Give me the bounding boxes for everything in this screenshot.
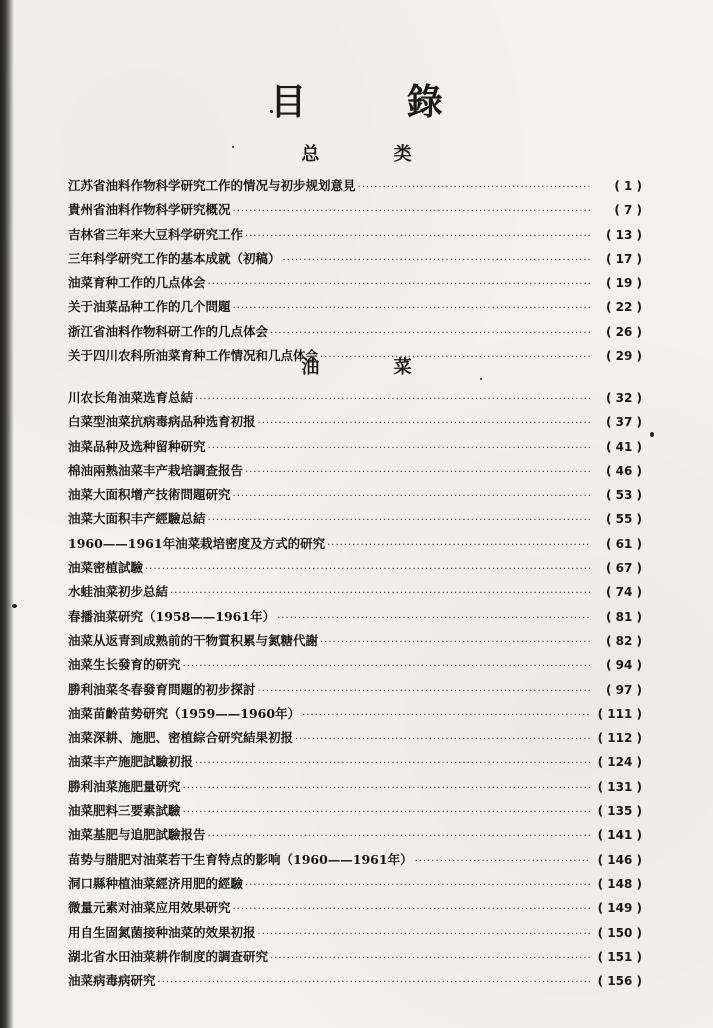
- toc-entry-page: ( 55 ): [605, 512, 642, 527]
- toc-leader-dots: [270, 322, 590, 346]
- toc-entry-title: 油菜大面积丰产經驗总結: [68, 511, 206, 527]
- section-heading-rapeseed: 油 菜: [301, 357, 446, 378]
- toc-entry[interactable]: [68, 580, 642, 604]
- toc-entry-title: 油菜品种及选种留种研究: [68, 438, 206, 454]
- toc-entry-title: 洞口縣种植油菜經济用肥的經驗: [68, 875, 244, 891]
- toc-entry[interactable]: [68, 653, 642, 677]
- toc-entry-title: 关于油菜品种工作的几个問題: [68, 299, 231, 315]
- toc-leader-dots: [195, 752, 590, 776]
- toc-leader-dots: [145, 558, 590, 582]
- toc-entry-title: 川农长角油菜选育总結: [68, 390, 194, 405]
- toc-leader-dots: [183, 801, 590, 825]
- toc-entry-page: ( 19 ): [605, 276, 642, 291]
- toc-leader-dots: [258, 680, 590, 704]
- toc-leader-dots: [208, 273, 590, 297]
- toc-entry-title: 微量元素对油菜应用效果研究: [68, 900, 231, 916]
- toc-entry[interactable]: [68, 848, 642, 872]
- toc-entry-page: ( 148 ): [597, 876, 642, 891]
- toc-entry-page: ( 7 ): [614, 203, 642, 218]
- toc-entry-title: 油菜生长發育的研究: [68, 657, 181, 673]
- toc-entry-title: 用自生固氮菌接种油菜的效果初报: [68, 924, 256, 940]
- toc-leader-dots: [208, 825, 590, 849]
- toc-leader-dots: [158, 971, 590, 995]
- toc-entry-page: ( 112 ): [597, 731, 642, 746]
- toc-entry-title: 勝利油菜施肥量研究: [68, 778, 181, 794]
- toc-entry[interactable]: [68, 198, 642, 222]
- toc-entry-title: 关于四川农科所油菜育种工作情况和几点体会: [68, 348, 319, 364]
- toc-entry-page: ( 82 ): [605, 633, 642, 648]
- toc-leader-dots: [277, 607, 590, 631]
- toc-entry[interactable]: [68, 969, 642, 993]
- toc-entry-title: 油菜深耕、施肥、密植綜合研究結果初报: [68, 730, 294, 746]
- toc-entry-title: 油菜大面积增产技術問題研究: [68, 487, 231, 503]
- toc-leader-dots: [208, 509, 590, 533]
- toc-leader-dots: [233, 898, 590, 922]
- toc-entry-page: ( 13 ): [605, 227, 642, 242]
- toc-entry-title: 油菜丰产施肥試驗初报: [68, 754, 194, 770]
- toc-entry[interactable]: [68, 702, 642, 726]
- toc-leader-dots: [183, 777, 590, 801]
- toc-entry[interactable]: [68, 605, 642, 629]
- toc-entry-page: ( 32 ): [605, 391, 642, 405]
- toc-entry-title: 浙江省油料作物科研工作的几点体会: [68, 323, 269, 339]
- toc-entry-page: ( 111 ): [597, 706, 642, 721]
- toc-entry-page: ( 46 ): [605, 463, 642, 478]
- toc-entry[interactable]: [68, 775, 642, 799]
- toc-entry[interactable]: [68, 532, 642, 556]
- toc-entry[interactable]: [68, 945, 642, 969]
- toc-entry-page: ( 1 ): [614, 179, 642, 193]
- toc-entry-title: 春播油菜研究（1958——1961年）: [68, 608, 276, 624]
- toc-entry-page: ( 67 ): [605, 561, 642, 576]
- toc-entry[interactable]: [68, 629, 642, 653]
- toc-entry-page: ( 53 ): [605, 488, 642, 503]
- toc-entry-page: ( 94 ): [605, 658, 642, 673]
- toc-entry-page: ( 37 ): [605, 415, 642, 430]
- toc-leader-dots: [233, 297, 590, 321]
- toc-entry[interactable]: [68, 483, 642, 507]
- section-heading-general: 总 类: [301, 144, 446, 165]
- toc-entry-title: 苗势与腊肥对油菜若干生育特点的影响（1960——1961年）: [68, 851, 413, 867]
- toc-entry-page: ( 61 ): [605, 536, 642, 551]
- toc-list-rapeseed: [68, 386, 642, 993]
- toc-entry-page: ( 22 ): [605, 300, 642, 315]
- toc-entry[interactable]: [68, 872, 642, 896]
- toc-entry-title: 白菜型油菜抗病毒病品种选育初报: [68, 414, 256, 430]
- toc-entry-page: ( 135 ): [597, 804, 642, 819]
- toc-entry-title: 油菜苗齡苗势研究（1959——1960年）: [68, 705, 301, 721]
- toc-leader-dots: [320, 631, 590, 655]
- toc-entry-page: ( 29 ): [605, 349, 642, 364]
- toc-leader-dots: [327, 534, 590, 558]
- toc-entry-page: ( 81 ): [605, 609, 642, 624]
- toc-entry-page: ( 17 ): [605, 251, 642, 266]
- toc-entry[interactable]: [68, 435, 642, 459]
- scan-speck: [12, 604, 17, 608]
- toc-entry-title: 水蛙油菜初步总結: [68, 584, 169, 600]
- toc-leader-dots: [283, 249, 590, 273]
- toc-entry-page: ( 149 ): [597, 901, 642, 916]
- toc-entry-page: ( 151 ): [597, 949, 642, 964]
- toc-entry[interactable]: [68, 896, 642, 920]
- toc-entry-page: ( 97 ): [605, 682, 642, 697]
- toc-entry-title: 湖北省水田油菜耕作制度的調查研究: [68, 948, 269, 964]
- toc-leader-dots: [245, 461, 590, 485]
- toc-leader-dots: [245, 225, 590, 249]
- toc-leader-dots: [302, 704, 590, 728]
- toc-entry-title: 棉油兩熟油菜丰产栽培調查报告: [68, 462, 244, 478]
- toc-entry[interactable]: [68, 386, 642, 410]
- toc-entry-page: ( 131 ): [597, 779, 642, 794]
- page-title: 目 錄: [270, 82, 487, 123]
- toc-entry-title: 油菜从返青到成熟前的干物質积累与氮糖代謝: [68, 632, 319, 648]
- toc-leader-dots: [295, 728, 590, 752]
- toc-leader-dots: [358, 176, 590, 200]
- toc-entry-page: ( 150 ): [597, 925, 642, 940]
- toc-leader-dots: [415, 850, 590, 874]
- toc-entry-title: 貴州省油料作物科学研究概况: [68, 202, 231, 218]
- toc-entry[interactable]: [68, 410, 642, 434]
- toc-entry[interactable]: [68, 223, 642, 247]
- toc-leader-dots: [245, 874, 590, 898]
- toc-entry[interactable]: [68, 556, 642, 580]
- toc-leader-dots: [233, 200, 590, 224]
- toc-entry-page: ( 26 ): [605, 324, 642, 339]
- toc-entry-page: ( 124 ): [597, 755, 642, 770]
- toc-leader-dots: [233, 485, 590, 509]
- toc-leader-dots: [195, 388, 590, 412]
- toc-entry[interactable]: [68, 459, 642, 483]
- toc-entry[interactable]: [68, 726, 642, 750]
- toc-entry[interactable]: [68, 271, 642, 295]
- toc-entry[interactable]: [68, 320, 642, 344]
- toc-entry-title: 江苏省油料作物科学研究工作的情况与初步规划意見: [68, 178, 356, 193]
- toc-entry[interactable]: [68, 750, 642, 774]
- toc-leader-dots: [270, 947, 590, 971]
- toc-entry[interactable]: [68, 678, 642, 702]
- toc-entry[interactable]: [68, 295, 642, 319]
- toc-leader-dots: [170, 582, 590, 606]
- toc-entry-page: ( 156 ): [597, 974, 642, 989]
- toc-entry[interactable]: [68, 507, 642, 531]
- toc-entry-title: 油菜基肥与追肥試驗报告: [68, 827, 206, 843]
- toc-entry-page: ( 141 ): [597, 828, 642, 843]
- toc-leader-dots: [258, 923, 590, 947]
- toc-entry-page: ( 41 ): [605, 439, 642, 454]
- toc-entry[interactable]: [68, 174, 642, 198]
- toc-entry-title: 1960——1961年油菜栽培密度及方式的研究: [68, 535, 326, 551]
- toc-entry-title: 油菜肥料三要素試驗: [68, 803, 181, 819]
- toc-entry-page: ( 146 ): [597, 852, 642, 867]
- toc-entry-title: 三年科学研究工作的基本成就（初稿）: [68, 250, 281, 266]
- scan-speck: [650, 432, 654, 437]
- toc-entry-title: 油菜育种工作的几点体会: [68, 275, 206, 291]
- toc-entry-title: 吉林省三年来大豆科学研究工作: [68, 226, 244, 242]
- toc-list-general: [68, 174, 642, 368]
- toc-entry-title: 油菜病毒病研究: [68, 973, 156, 989]
- toc-entry-page: ( 74 ): [605, 585, 642, 600]
- toc-entry-title: 油菜密植試驗: [68, 560, 144, 576]
- toc-entry-title: 勝利油菜冬春發育問題的初步探討: [68, 681, 256, 697]
- toc-leader-dots: [183, 655, 590, 679]
- toc-entry[interactable]: [68, 247, 642, 271]
- toc-entry[interactable]: [68, 799, 642, 823]
- toc-entry[interactable]: [68, 921, 642, 945]
- toc-entry[interactable]: [68, 823, 642, 847]
- toc-leader-dots: [258, 412, 590, 436]
- toc-leader-dots: [208, 437, 590, 461]
